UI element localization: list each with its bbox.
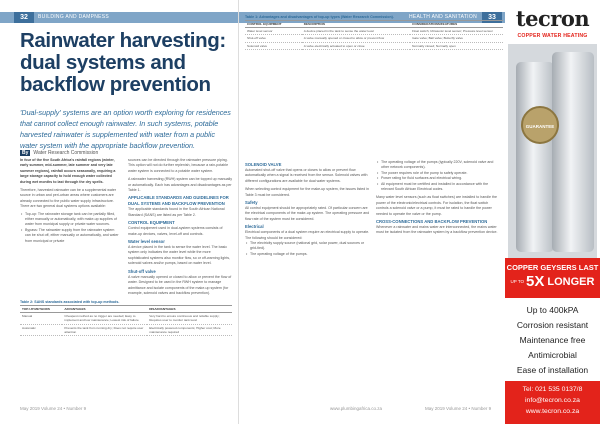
table-cell: A device placed in the tank to sense the water level: [302, 28, 410, 35]
table-cell: Water level sensor: [245, 28, 302, 35]
byline-prefix: By: [22, 150, 29, 156]
paragraph: Many water level sensors (such as float switches) are installed to handle the power of the electronic/electrical controls. For isolation, the float switch controls a solenoid valve or a pump, it must be rated to handle the power needed to operate the valve or the pump.: [376, 195, 498, 216]
column-header: DISADVANTAGES: [147, 306, 232, 313]
right-page-number: 33: [482, 12, 502, 23]
center-footer: www.plumbingafrica.co.za: [330, 406, 383, 411]
article-intro: 'Dual-supply' systems are an option worth exploring for residences that cannot collect enough rainwater. In such systems, potable harvested rainwater is supplemented with water from a public water system with the appropriate backflow prevention.: [20, 108, 231, 150]
right-column-2: [376, 160, 501, 236]
data-table: [20, 305, 232, 336]
table-cell: Cheapest method as no trigger are needed; Easy to implement and low maintenance; Lowest risk of failure: [62, 313, 147, 324]
tecron-advert: [505, 0, 600, 424]
subheading: Shut-off valve: [128, 268, 156, 274]
table-row: [20, 324, 232, 335]
table-2: [20, 300, 232, 336]
paragraph: In four of the five South Africa's rainfall regions (winter, early summer, mid-summer, late summer and very late summer regions), rainfall occurs seasonally, requiring a large storage capacity to hold enough water collected during wet months to last through the dry spells.: [20, 158, 116, 184]
list-item: • Top-up: The rainwater storage tank can be partially filled, either manually or automatically, with make-up supplies of water from municipal supply or private water sources.: [20, 212, 120, 228]
brand-tagline: COPPER WATER HEATING: [517, 33, 588, 39]
article-title: Rainwater harvesting: dual systems and backflow prevention: [20, 29, 226, 96]
right-footer: May 2019 Volume 24 • Number 9: [425, 406, 492, 411]
table-cell: Electrically powered components; Higher cost; More maintenance required: [147, 324, 232, 335]
left-page-number: 32: [14, 12, 34, 23]
table-row: [245, 42, 503, 49]
list-item: • All equipment must be certified and installed in accordance with the relevant South African Electrical codes.: [376, 182, 501, 193]
table-caption: Table 2: SANS standards associated with top-up methods.: [20, 300, 120, 304]
paragraph: Control equipment used in dual-system systems consists of make-up devices, valves, level-off and controls.: [128, 226, 223, 236]
left-header-bar: [0, 12, 238, 23]
table-1: [245, 15, 503, 50]
feature-item: Ease of installation: [516, 365, 589, 375]
column-header: CONSIDERATIONS/FEATURES: [410, 21, 503, 28]
table-cell: A valve electrically actuated to open or close: [302, 42, 410, 49]
table-cell: A valve manually opened or closed to allow or prevent flow: [302, 35, 410, 42]
list-item: • The operating voltage of the pumps.: [245, 252, 370, 257]
table-cell: Solenoid valve: [245, 42, 302, 49]
banner-longer: LONGER: [547, 275, 595, 288]
paragraph: All control equipment should be appropriately rated. Of particular concern are the electrical components of the make-up system. The operating pressure and flow rate of the system must be considered.: [245, 206, 370, 221]
list-item: • The power requires role of the pump to safely operate.: [376, 171, 501, 176]
paragraph: sources can be directed through the rainwater pressure piping. This option will not do further replenish, because a rain-potable water system is connected to a potable water system.: [128, 158, 229, 173]
contact-phone: Tel: 021 535 0137/8: [522, 386, 583, 393]
brand-logo: tecron: [515, 6, 590, 31]
list-item: • Bypass: The rainwater supply from the rainwater system can be shut off, either manually or automatically, and water from municipal or private: [20, 228, 120, 244]
right-column-1: [245, 160, 370, 257]
data-table: [245, 20, 503, 50]
left-column-2: [128, 158, 232, 296]
banner-row: [505, 273, 600, 290]
paragraph: Automated shut-off valve that opens or closes to allow or prevent flow automatically when a signal is received from the sensor. Solenoid valves with different configurations are available for dual water systems.: [245, 168, 368, 183]
byline-author: Water Research Commission: [33, 150, 99, 156]
geyser-image: [516, 62, 554, 252]
geyser-photo: [508, 44, 597, 258]
column-header: ADVANTAGES: [62, 306, 147, 313]
list-item: • The operating voltage of the pumps (typically 220V, solenoid valve and other network components).: [376, 160, 501, 171]
column-header: DESCRIPTION: [302, 21, 410, 28]
section-heading: APPLICABLE STANDARDS AND GUIDELINES FOR DUAL SYSTEMS AND BACKFLOW PREVENTION: [128, 195, 229, 207]
paragraph: A rainwater harvesting (RWH) system can be topped up manually or automatically. Each has advantages and disadvantages as per Table 1.: [128, 177, 233, 193]
list-item: • Power rating for fluid surfaces and electrical wiring.: [376, 176, 501, 181]
geyser-image: [552, 52, 594, 252]
section-heading: SOLENOID VALVE: [245, 162, 282, 167]
subheading: CONTROL EQUIPMENT: [128, 220, 175, 226]
table-cell: Manual: [20, 313, 62, 324]
table-cell: Shut-off valve: [245, 35, 302, 42]
feature-item: Antimicrobial: [528, 350, 577, 360]
table-caption: Table 1: Advantages and disadvantages of top-up types (Water Research Commission).: [245, 15, 394, 19]
banner-multiplier: 5X: [526, 273, 545, 290]
table-cell: Prevents the tank from running dry; Does not require user attention: [62, 324, 147, 335]
paragraph: When selecting control equipment for the make-up system, the issues listed in Table 3 must be considered.: [245, 187, 370, 197]
table-row: [20, 313, 232, 324]
paragraph: Electrical components of a dual system require an electrical supply to operate. The following should be considered:: [245, 230, 370, 240]
contact-website[interactable]: www.tecron.co.za: [525, 408, 580, 415]
subheading: Safety: [245, 200, 258, 206]
table-cell: Normally closed; Normally open: [410, 42, 503, 49]
table-cell: Automatic: [20, 324, 62, 335]
banner-headline: COPPER GEYSERS LAST: [506, 263, 599, 272]
promo-banner: [505, 258, 600, 298]
column-header: CONTROL EQUIPMENT: [245, 21, 302, 28]
paragraph: A valve manually opened or closed to allow or prevent the flow of water. Designed to be used in the RWH system to manage admittance and isolate components of the make-up system (for example, solenoid valves and backflow prevention).: [128, 274, 232, 295]
table-row: [245, 35, 503, 42]
subheading: Electrical: [245, 224, 264, 230]
byline: [20, 149, 232, 157]
banner-up-to: UP TO: [510, 279, 525, 284]
left-section-label: BUILDING AND DAMPNESS: [38, 14, 110, 20]
column-header: TOP-UP METHODS: [20, 306, 62, 313]
paragraph: A device placed in the tank to sense the water level. The basic system only indicates the water level while the more sophisticated systems also monitor flow, so or off-warning lights, solenoid valves and/or pumps, based on water level.: [128, 245, 231, 266]
contact-email: info@tecron.co.za: [525, 397, 580, 404]
table-cell: Float switch; Ultrasonic level sensor; Pressure level sensor: [410, 28, 503, 35]
paragraph: The applicable standards found in the South African National Standard (SANS) are listed as per Table 2.: [128, 207, 225, 217]
paragraph: Whenever a rainwater and mains water are interconnected, the mains water must be isolated from the rainwater system by a backflow prevention device.: [376, 225, 498, 235]
paragraph: Therefore, harvested rainwater can be a supplemental water source in urban and peri-urban areas where customers are already connected to the public water supply infrastructure. There are two general dual systems options available:: [20, 188, 117, 209]
table-row: [245, 28, 503, 35]
feature-item: Up to 400kPA: [526, 305, 579, 315]
list-item: • The electricity supply source (national grid, solar power, dual sources or grid-tied).: [245, 241, 370, 252]
subheading: Water level sensor: [128, 239, 165, 245]
feature-item: Maintenance free: [519, 335, 586, 345]
left-column-1: [20, 158, 120, 244]
guarantee-seal: GUARANTEE: [521, 106, 559, 144]
table-cell: Gate valve; Ball valve; Butterfly valve: [410, 35, 503, 42]
table-cell: Very hard to ensure continuous and reliable supply; Requires user to monitor tank level: [147, 313, 232, 324]
left-page: [0, 0, 238, 424]
right-section-label: HEALTH AND SANITATION: [409, 14, 477, 20]
left-footer: May 2019 Volume 24 • Number 9: [20, 406, 87, 411]
feature-item: Corrosion resistant: [516, 320, 589, 330]
section-heading: CROSS-CONNECTIONS AND BACKFLOW PREVENTION: [376, 219, 488, 225]
